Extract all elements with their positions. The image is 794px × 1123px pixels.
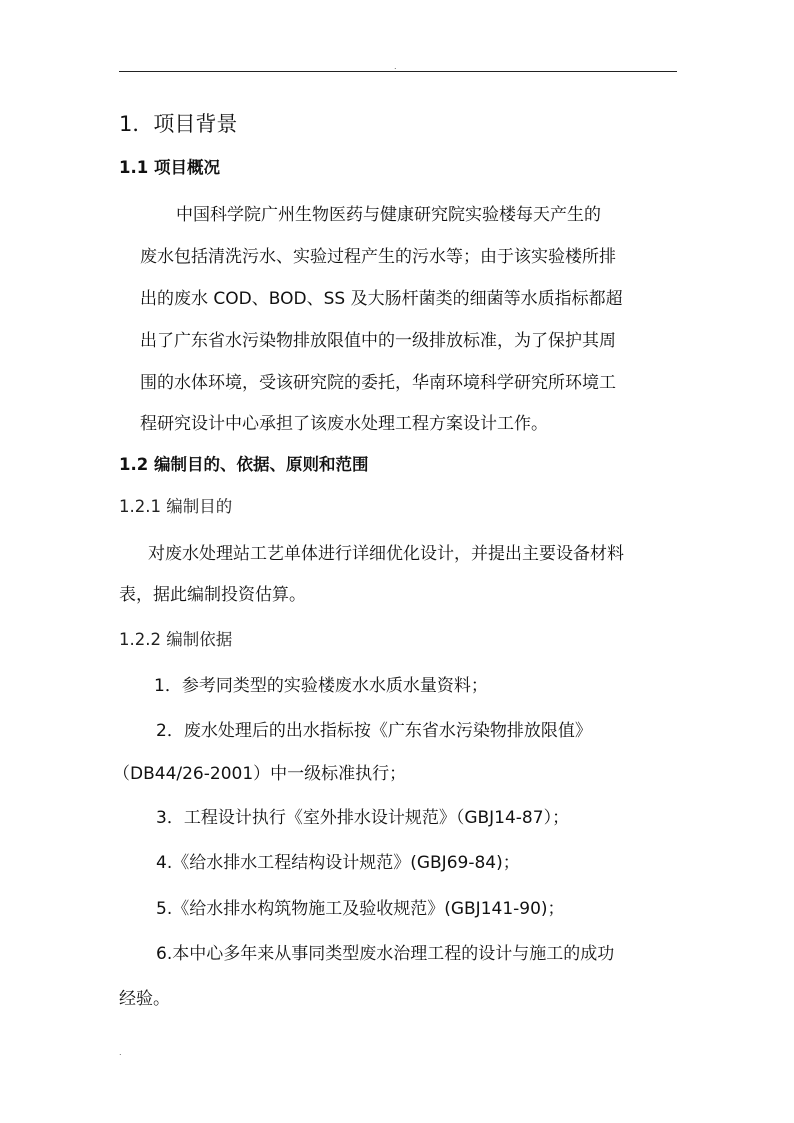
subsubsection-title-basis: 1.2.2 编制依据 [119,630,233,649]
paragraph-line: 表，据此编制投资估算。 [119,585,306,605]
paragraph-line: 围的水体环境，受该研究院的委托，华南环境科学研究所环境工 [140,373,616,393]
section-title: 1．项目背景 [119,112,238,136]
list-item: 3．工程设计执行《室外排水设计规范》（GBJ14-87）； [156,808,570,828]
footer-dot: . [119,1048,122,1057]
list-item: 1．参考同类型的实验楼废水水质水量资料； [154,676,488,696]
paragraph-line: 对废水处理站工艺单体进行详细优化设计，并提出主要设备材料 [148,544,624,564]
list-item: 6.本中心多年来从事同类型废水治理工程的设计与施工的成功 [156,944,615,964]
header-dot: . [394,62,397,71]
subsubsection-title-purpose: 1.2.1 编制目的 [119,497,233,516]
paragraph-line: 废水包括清洗污水、实验过程产生的污水等；由于该实验楼所排 [140,247,616,267]
list-item: 2．废水处理后的出水指标按《广东省水污染物排放限值》 [156,721,592,741]
subsection-title-purpose-basis: 1.2 编制目的、依据、原则和范围 [119,455,369,474]
list-item-continuation: 经验。 [119,989,170,1009]
paragraph-line: 出了广东省水污染物排放限值中的一级排放标准，为了保护其周 [140,331,616,351]
header-rule [119,71,677,72]
paragraph-line: 程研究设计中心承担了该废水处理工程方案设计工作。 [140,414,548,434]
list-item: 5.《给水排水构筑物施工及验收规范》(GBJ141-90)； [156,899,565,919]
paragraph-line: 中国科学院广州生物医药与健康研究院实验楼每天产生的 [176,205,601,225]
subsection-title-overview: 1.1 项目概况 [119,158,220,177]
list-item: 4.《给水排水工程结构设计规范》(GBJ69-84)； [156,853,520,873]
list-item-continuation: （DB44/26-2001）中一级标准执行； [113,764,407,784]
paragraph-line: 出的废水 COD、BOD、SS 及大肠杆菌类的细菌等水质指标都超 [140,289,623,309]
